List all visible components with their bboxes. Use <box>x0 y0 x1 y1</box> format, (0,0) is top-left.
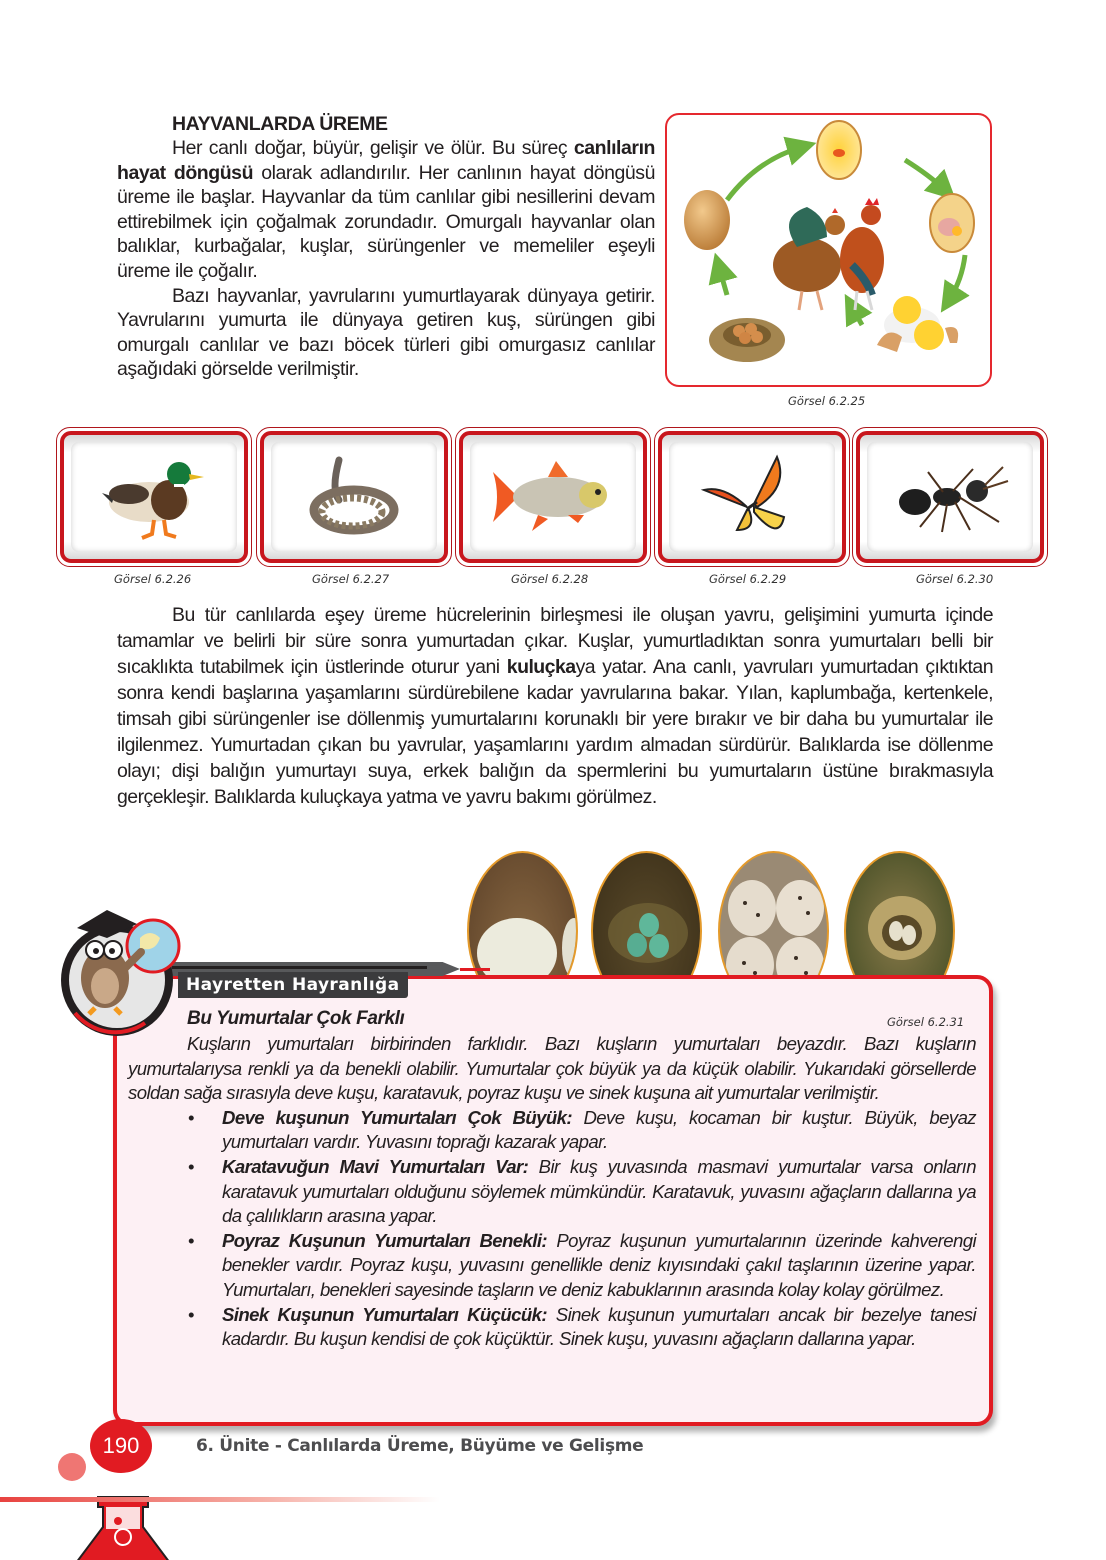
butterfly-icon <box>692 452 812 542</box>
figure-caption: Görsel 6.2.28 <box>511 572 589 586</box>
feature-lead-paragraph: Kuşların yumurtaları birbirinden farklıdır. Bazı kuşların yumurtaları beyazdır. Bazı kuşların yumurtalarıysa renkli ya da benekli olabilir. Yumurtalar çok büyük ya da küçük olabilir. Yukarıdaki görsellerde soldan sağa sırasıyla deve kuşu, karatavuk, poyraz kuşu ve sinek kuşuna ait yumurtalar verilmiştir. <box>128 1033 976 1104</box>
bullet-item-hummingbird: • Sinek Kuşunun Yumurtaları Küçücük: Sinek kuşunun yumurtaları ancak bir bezelye tanesi kadardır. Bu kuşun kendisi de çok küçüktür. Sinek kuşu, yuvasını ağaçların dallarına yapar. <box>188 1303 977 1350</box>
bullet-icon: • <box>188 1106 194 1128</box>
main-paragraph: Bu tür canlılarda eşey üreme hücrelerinin birleşmesi ile oluşan yavru, gelişimini yumurta içinde tamamlar ve belirli bir süre sonra yumurtadan çıkar. Kuşlar, yumurtladıktan sonra yumurtaları belli bir sıcaklıkta tutabilmek için üstlerinde oturur yani kuluçkaya yatar. Ana canlı, yavruları yumurtadan çıktıktan sonra kendi başlarına yaşamlarını sürdürebilene kadar yavrularına bakar. Yılan, kaplumbağa, kertenkele, timsah gibi sürüngenler ise döllenmiş yumurtalarını korunaklı bir yere bırakır ve bir daha bu yumurtalar ile ilgilenmez. Yumurtadan çıkan bu yavrular, yaşamlarını yardım almadan sürdürür. Balıklarda ise döllenme olayı; dişi balığın yumurtayı suya, erkek balığın da spermlerini bu yumurtaların üstüne bırakmasıyla gerçekleşir. Balıklarda kuluçkaya yatma ve yavru bakımı görülmez. <box>117 604 993 808</box>
animal-card-butterfly <box>654 427 850 567</box>
key-term: canlıların hayat döngüsü <box>117 137 655 184</box>
owl-with-globe-icon <box>55 898 185 1038</box>
feature-bullet-list <box>186 1106 976 1352</box>
page-number: 190 <box>90 1419 152 1473</box>
fish-icon <box>483 457 623 537</box>
intro-section <box>117 112 655 382</box>
figure-caption: Görsel 6.2.27 <box>312 572 390 586</box>
bullet-icon: • <box>188 1229 194 1251</box>
chicken-life-cycle-figure <box>665 113 992 387</box>
feature-body <box>128 1032 976 1352</box>
figure-caption: Görsel 6.2.30 <box>916 572 994 586</box>
intro-paragraph-1: Her canlı doğar, büyür, gelişir ve ölür. Bu süreç canlıların hayat döngüsü olarak adlandırılır. Her canlının hayat döngüsü üreme ile başlar. Hayvanlar da tüm canlılar gibi nesillerini devam ettirebilmek için çoğalmak zorundadır. Omurgalı hayvanlar olan balıklar, kurbağalar, kuşlar, sürüngenler ve memeliler eşeyli üreme ile çoğalır. <box>117 137 655 282</box>
life-cycle-illustration <box>667 115 992 387</box>
bullet-item-plover: • Poyraz Kuşunun Yumurtaları Benekli: Poyraz kuşunun yumurtalarının üzerinde kahverengi benekler vardır. Poyraz kuşu, yuvasını genellikle deniz kıyısındaki çakıl taşlarının üzerine yapar. Yumurtaları, benekleri sayesinde taşların ve deniz kabuklarının arasında kolay kolay görülmez. <box>188 1229 976 1300</box>
unit-title: 6. Ünite - Canlılarda Üreme, Büyüme ve Gelişme <box>196 1436 644 1456</box>
banner-divider <box>172 966 427 969</box>
egg-icon <box>684 190 730 250</box>
footer-gradient-bar <box>0 1497 440 1502</box>
animal-card-duck <box>56 427 252 567</box>
animal-card-ant <box>852 427 1048 567</box>
animal-card-fish <box>455 427 651 567</box>
bullet-item-blackbird: • Karatavuğun Mavi Yumurtaları Var: Bir kuş yuvasında masmavi yumurtalar varsa onların karatavuk yumurtaları olduğunu söylemek mümkündür. Karatavuk, yuvasını ağaçların dallarına ya da çalılıkların arasına yapar. <box>188 1155 976 1227</box>
owl-mascot <box>55 898 185 1038</box>
banner-connector <box>460 968 490 971</box>
ant-icon <box>885 457 1015 537</box>
feature-banner-label: Hayretten Hayranlığa <box>178 972 408 998</box>
feature-title: Bu Yumurtalar Çok Farklı <box>187 1008 405 1029</box>
snake-icon <box>294 452 414 542</box>
duck-icon <box>94 452 214 542</box>
figure-caption: Görsel 6.2.26 <box>114 572 192 586</box>
animal-card-snake <box>256 427 452 567</box>
intro-paragraph-2: Bazı hayvanlar, yavrularını yumurtlayarak dünyaya getirir. Yavrularını yumurta ile dünyaya getiren kuş, sürüngen gibi omurgalı canlılar ve bazı böcek türleri gibi omurgasız canlılar aşağıdaki görselde verilmiştir. <box>117 284 655 381</box>
bullet-item-ostrich: • Deve kuşunun Yumurtaları Çok Büyük: Deve kuşu, kocaman bir kuştur. Büyük, beyaz yumurtaları vardır. Yuvasını toprağı kazarak yapar. <box>188 1106 977 1153</box>
key-term: kuluçka <box>506 656 576 678</box>
bullet-icon: • <box>188 1155 194 1177</box>
figure-caption: Görsel 6.2.25 <box>788 394 866 408</box>
figure-caption: Görsel 6.2.31 <box>887 1015 965 1029</box>
bullet-icon: • <box>188 1303 194 1325</box>
section-heading: HAYVANLARDA ÜREME <box>172 113 388 135</box>
figure-caption: Görsel 6.2.29 <box>709 572 787 586</box>
